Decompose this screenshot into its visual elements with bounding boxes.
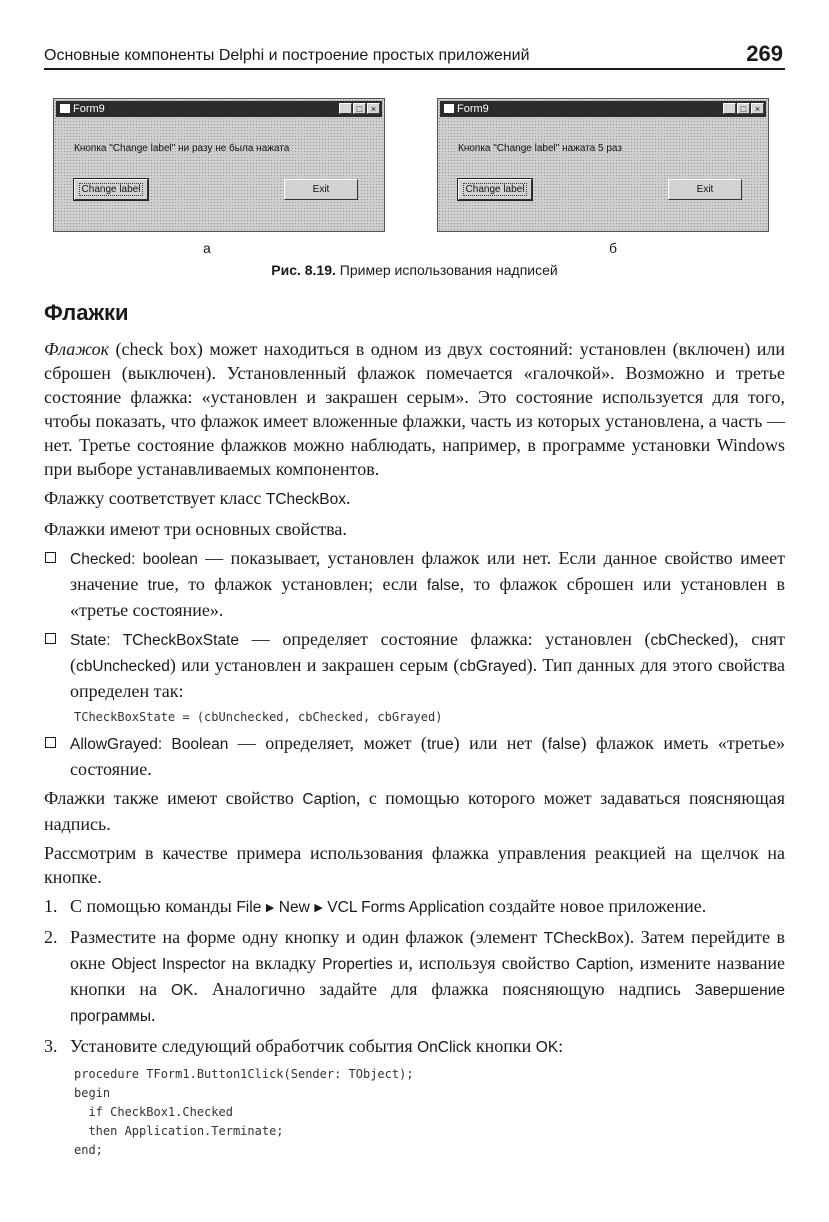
keyword: cbChecked <box>650 632 729 649</box>
figure-sublabel-b: б <box>609 240 618 256</box>
code-state-type: TCheckBoxState = (cbUnchecked, cbChecked, cbGrayed) <box>74 710 443 724</box>
window-b-exit-button: Exit <box>668 179 742 200</box>
punct: . <box>150 1005 156 1025</box>
figure-caption-number: Рис. 8.19. <box>271 262 336 278</box>
keyword: Properties <box>322 956 393 973</box>
step-2 <box>44 925 785 1029</box>
list-item-allowgrayed <box>44 731 785 781</box>
window-a-exit-button: Exit <box>284 179 358 200</box>
maximize-icon: □ <box>353 103 366 114</box>
body-text <box>44 337 785 1160</box>
keyword: Caption <box>575 956 630 973</box>
text: , с помощью которого может задаваться поясняющая надпись. <box>44 788 786 834</box>
text: ), снят ( <box>70 629 786 675</box>
keyword: true <box>147 577 175 594</box>
window-b-titlebar <box>440 101 766 117</box>
paragraph-intro-text: (check box) может находиться в одном из двух состояний: установлен (включен) или сброшен (выключен). Установленный флажок помечается «галочкой». Возможно и третье состояние флажка: «установлен и закрашен серым». Это состояние используется для того, чтобы показать, что флажок имеет вложенные флажки, часть из которых установлена, а часть — нет. Третье состояние флажков можно наблюдать, например, в программе установки Windows при выборе устанавливаемых компонентов. <box>44 339 785 479</box>
keyword: cbGrayed <box>459 658 527 675</box>
text: Флажки также имеют свойство <box>44 788 303 808</box>
window-b-label: Кнопка "Change label" нажата 5 раз <box>458 143 622 154</box>
figure-window-b <box>437 98 769 232</box>
step-3 <box>44 1034 785 1060</box>
keyword: OK <box>170 982 194 999</box>
paragraph-class-text: Флажку соответствует класс <box>44 488 266 508</box>
window-a-titlebar <box>56 101 382 117</box>
step-number: 1. <box>44 896 58 916</box>
paragraph-caption <box>44 786 785 836</box>
menu-arrow-icon: ▶ <box>265 902 275 914</box>
section-heading: Флажки <box>44 300 129 325</box>
window-controls <box>722 103 764 119</box>
close-icon: × <box>367 103 380 114</box>
minimize-icon: _ <box>723 103 736 114</box>
text: ) или установлен и закрашен серым ( <box>169 655 460 675</box>
bullet-box-icon <box>45 737 56 748</box>
code-onclick-handler: procedure TForm1.Button1Click(Sender: TObject); begin if CheckBox1.Checked then Application.Terminate; end; <box>74 1067 414 1157</box>
form-icon <box>444 104 454 113</box>
window-a-change-label-button: Change label <box>74 179 148 200</box>
bullet-box-icon <box>45 552 56 563</box>
running-head <box>44 41 785 70</box>
keyword: false <box>426 577 460 594</box>
text: , то флажок установлен; если <box>174 574 427 594</box>
text: — определяет состояние флажка: установлен ( <box>239 629 651 649</box>
punct: : <box>558 1036 564 1056</box>
text: , измените название кнопки на <box>70 953 785 999</box>
page-number: 269 <box>746 41 783 66</box>
keyword: Завершение программы <box>70 982 785 1025</box>
text: . Аналогично задайте для флажка поясняющую надпись <box>193 979 695 999</box>
keyword: OnClick <box>417 1039 472 1056</box>
punct: . <box>346 488 351 508</box>
keyword: false <box>547 736 581 753</box>
close-icon: × <box>751 103 764 114</box>
figure-caption-text: Пример использования надписей <box>335 262 558 278</box>
figure-sublabel-a: а <box>203 240 211 256</box>
keyword: Caption <box>302 791 356 808</box>
text: ) или нет ( <box>453 733 548 753</box>
keyword: true <box>426 736 454 753</box>
menu-vcl-forms: VCL Forms Application <box>327 899 485 916</box>
menu-new: New <box>278 899 310 916</box>
maximize-icon: □ <box>737 103 750 114</box>
text: ) флажок иметь «третье» состояние. <box>70 733 785 779</box>
keyword: TCheckBox <box>543 930 624 947</box>
minimize-icon: _ <box>339 103 352 114</box>
figure-window-a <box>53 98 385 232</box>
text: , то флажок сброшен или установлен в «третье состояние». <box>70 574 785 620</box>
text: Установите следующий обработчик события <box>70 1036 418 1056</box>
paragraph-class <box>44 486 785 512</box>
list-item-checked <box>44 546 785 622</box>
window-b-title: Form9 <box>457 103 489 115</box>
figure-caption <box>0 262 829 278</box>
step-number: 3. <box>44 1036 58 1056</box>
keyword: Object Inspector <box>111 956 226 973</box>
text: кнопки <box>471 1036 536 1056</box>
running-head-title: Основные компоненты Delphi и построение простых приложений <box>44 47 530 64</box>
text: — определяет, может ( <box>228 733 427 753</box>
paragraph-properties: Флажки имеют три основных свойства. <box>44 519 347 539</box>
form-icon <box>60 104 70 113</box>
term-flag: Флажок <box>44 339 109 359</box>
window-a-label: Кнопка "Change label" ни разу не была нажата <box>74 143 290 154</box>
text: ). Тип данных для этого свойства определен так: <box>70 655 785 701</box>
keyword: OK <box>535 1039 559 1056</box>
text: С помощью команды <box>70 896 237 916</box>
text: ). Затем перейдите в окне <box>70 927 785 973</box>
property-name: Checked: boolean <box>70 551 198 568</box>
step-1 <box>44 894 785 920</box>
text: Разместите на форме одну кнопку и один флажок (элемент <box>70 927 544 947</box>
text: — показывает, установлен флажок или нет. Если данное свойство имеет значение <box>70 548 785 594</box>
bullet-box-icon <box>45 633 56 644</box>
text: создайте новое приложение. <box>484 896 707 916</box>
step-number: 2. <box>44 927 58 947</box>
text: на вкладку <box>225 953 323 973</box>
text: и, используя свойство <box>392 953 576 973</box>
paragraph-intro <box>44 337 785 481</box>
window-controls <box>338 103 380 119</box>
window-b-change-label-button: Change label <box>458 179 532 200</box>
class-name: TCheckBox <box>265 491 346 508</box>
window-a-title: Form9 <box>73 103 105 115</box>
menu-file: File <box>236 899 262 916</box>
paragraph-example: Рассмотрим в качестве примера использования флажка управления реакцией на щелчок на кнопке. <box>44 843 785 887</box>
property-name: AllowGrayed: Boolean <box>70 736 229 753</box>
property-name: State: TCheckBoxState <box>70 632 239 649</box>
list-item-state <box>44 627 785 703</box>
keyword: cbUnchecked <box>76 658 170 675</box>
menu-arrow-icon: ▶ <box>314 902 323 914</box>
